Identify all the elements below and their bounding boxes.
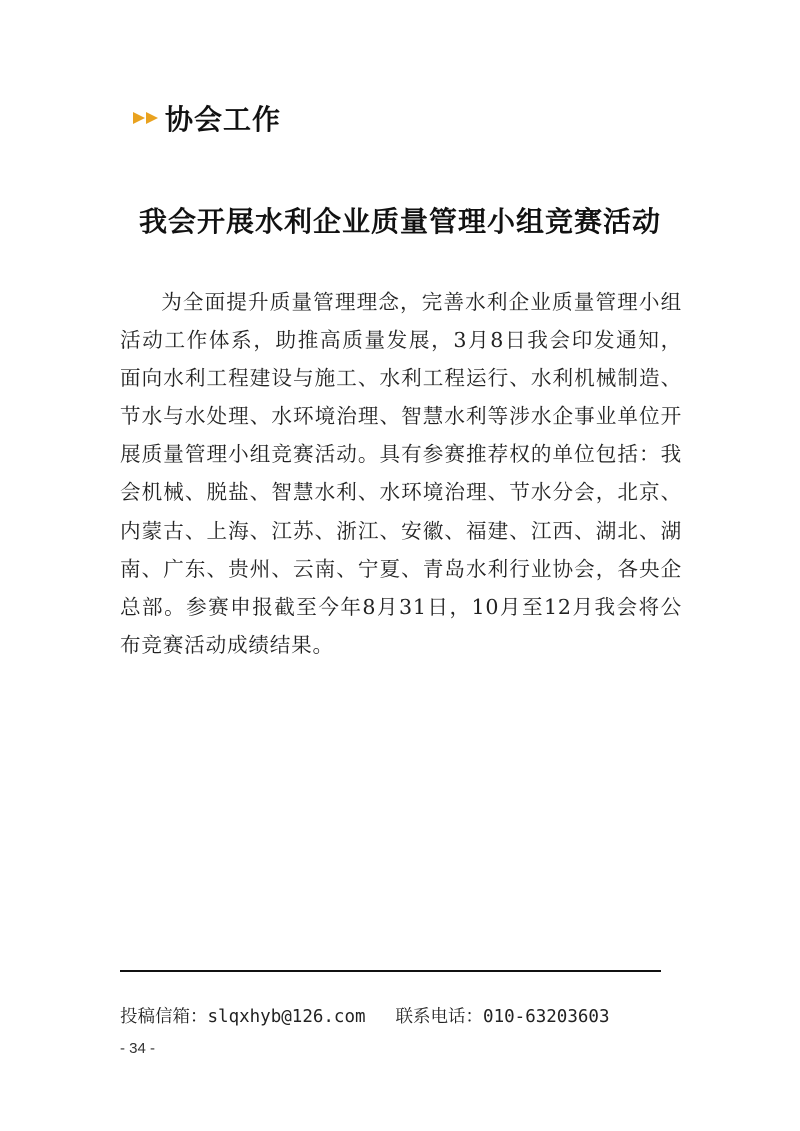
- section-header: [133, 98, 281, 138]
- page-number: - 34 -: [120, 1040, 156, 1057]
- double-arrow-right-icon: [133, 112, 159, 124]
- footer-contact: [120, 1003, 680, 1028]
- footer-divider: [120, 970, 661, 972]
- arrow-shape: [133, 112, 145, 124]
- phone-label: 联系电话：: [395, 1007, 484, 1027]
- section-title: 协会工作: [165, 103, 282, 136]
- article-title: 我会开展水利企业质量管理小组竞赛活动: [138, 205, 661, 238]
- phone-number: 010-63203603: [483, 1007, 610, 1027]
- email-address[interactable]: slqxhyb@126.com: [207, 1007, 366, 1027]
- email-label: 投稿信箱：: [120, 1007, 208, 1027]
- article-body: 为全面提升质量管理理念，完善水利企业质量管理小组活动工作体系，助推高质量发展，3月8日我会印发通知，面向水利工程建设与施工、水利工程运行、水利机械制造、节水与水处理、水环境治理、智慧水利等涉水企事业单位开展质量管理小组竞赛活动。具有参赛推荐权的单位包括：我会机械、脱盐、智慧水利、水环境治理、节水分会，北京、内蒙古、上海、江苏、浙江、安徽、福建、江西、湖北、湖南、广东、贵州、云南、宁夏、青岛水利行业协会，各央企总部。参赛申报截至今年8月31日，10月至12月我会将公布竞赛活动成绩结果。: [120, 290, 682, 657]
- arrow-shape: [146, 112, 158, 124]
